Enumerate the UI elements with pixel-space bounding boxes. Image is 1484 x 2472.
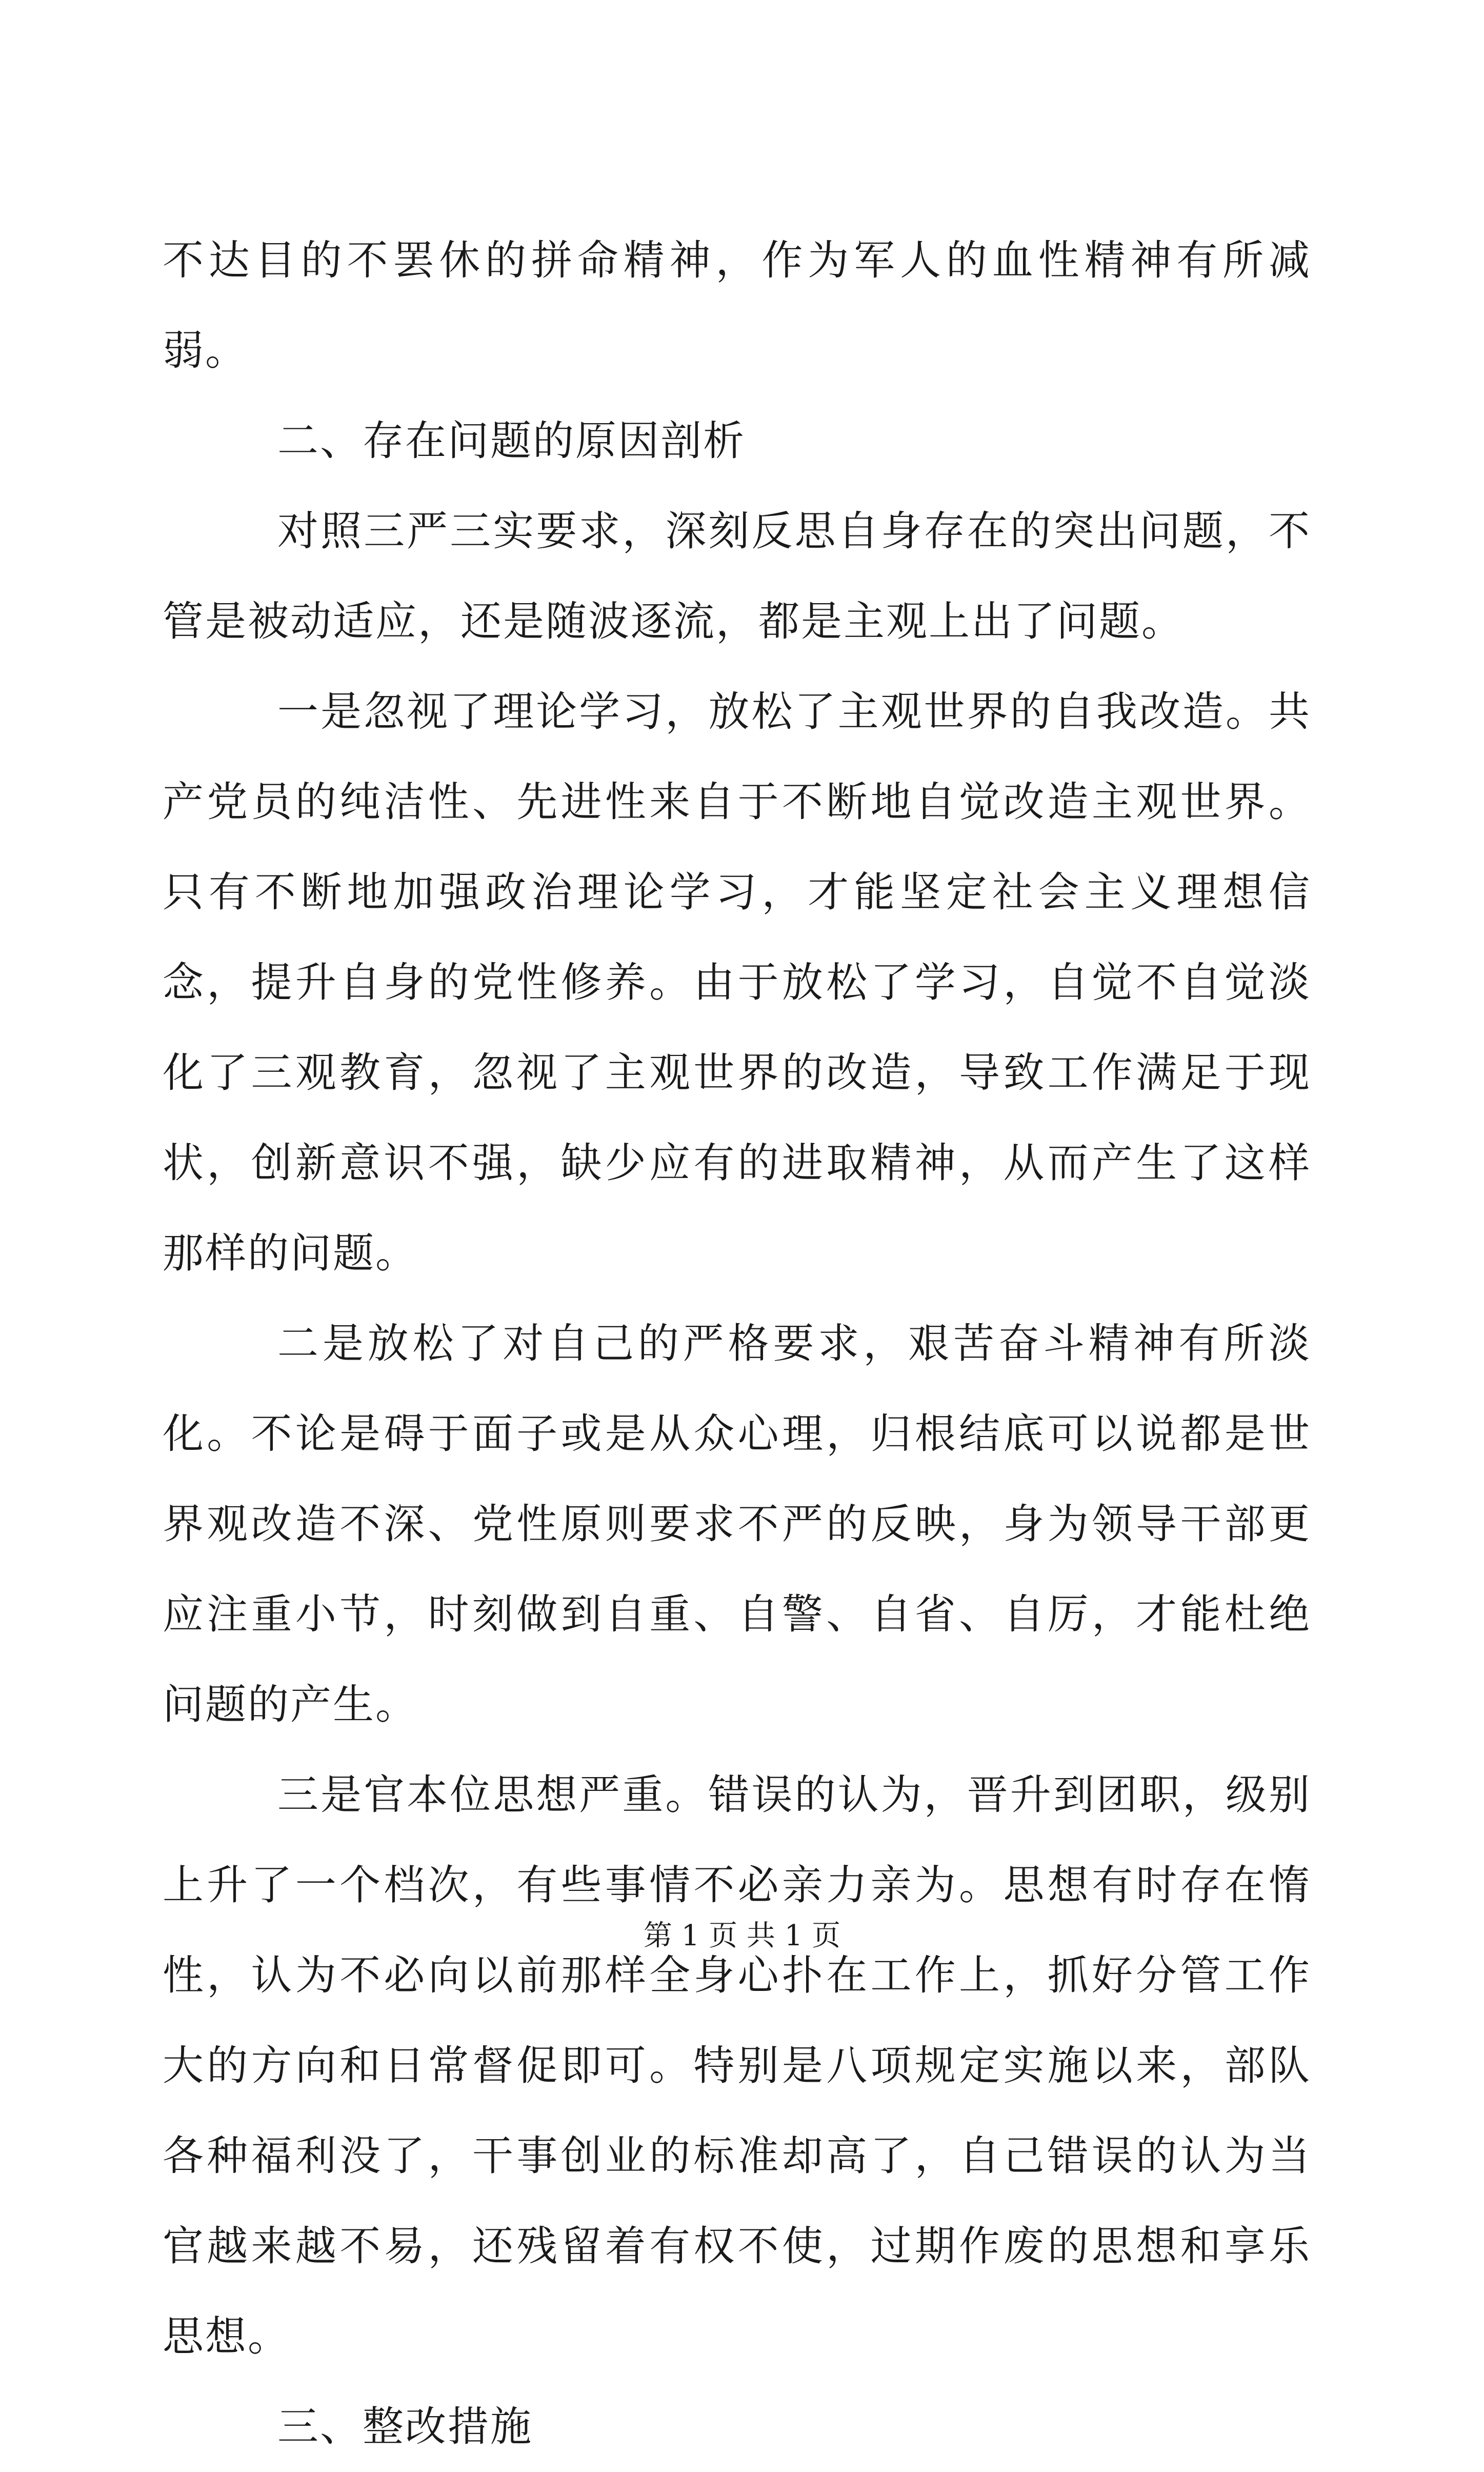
document-body	[163, 215, 1311, 2472]
paragraph-point-three: 三是官本位思想严重。错误的认为，晋升到团职，级别上升了一个档次，有些事情不必亲力亲为。思想有时存在惰性，认为不必向以前那样全身心扑在工作上，抓好分管工作大的方向和日常督促即可。特别是八项规定实施以来，部队各种福利没了，干事创业的标准却高了，自己错误的认为当官越来越不易，还残留着有权不使，过期作废的思想和享乐思想。	[163, 1771, 1311, 2360]
section-heading-cause-analysis: 二、存在问题的原因剖析	[277, 417, 746, 465]
page-number-footer: 第 1 页 共 1 页	[643, 1919, 841, 1952]
section-heading-rectification: 三、整改措施	[277, 2403, 533, 2450]
paragraph-point-one: 一是忽视了理论学习，放松了主观世界的自我改造。共产党员的纯洁性、先进性来自于不断地自觉改造主观世界。只有不断地加强政治理论学习，才能坚定社会主义理想信念，提升自身的党性修养。由于放松了学习，自觉不自觉淡化了三观教育，忽视了主观世界的改造，导致工作满足于现状，创新意识不强，缺少应有的进取精神，从而产生了这样那样的问题。	[163, 688, 1311, 1277]
paragraph-intro: 对照三严三实要求，深刻反思自身存在的突出问题，不管是被动适应，还是随波逐流，都是主观上出了问题。	[163, 507, 1311, 645]
paragraph-point-two: 二是放松了对自己的严格要求，艰苦奋斗精神有所淡化。不论是碍于面子或是从众心理，归根结底可以说都是世界观改造不深、党性原则要求不严的反映，身为领导干部更应注重小节，时刻做到自重、自警、自省、自厉，才能杜绝问题的产生。	[163, 1320, 1311, 1728]
paragraph-continuation: 不达目的不罢休的拼命精神，作为军人的血性精神有所减弱。	[163, 236, 1311, 374]
